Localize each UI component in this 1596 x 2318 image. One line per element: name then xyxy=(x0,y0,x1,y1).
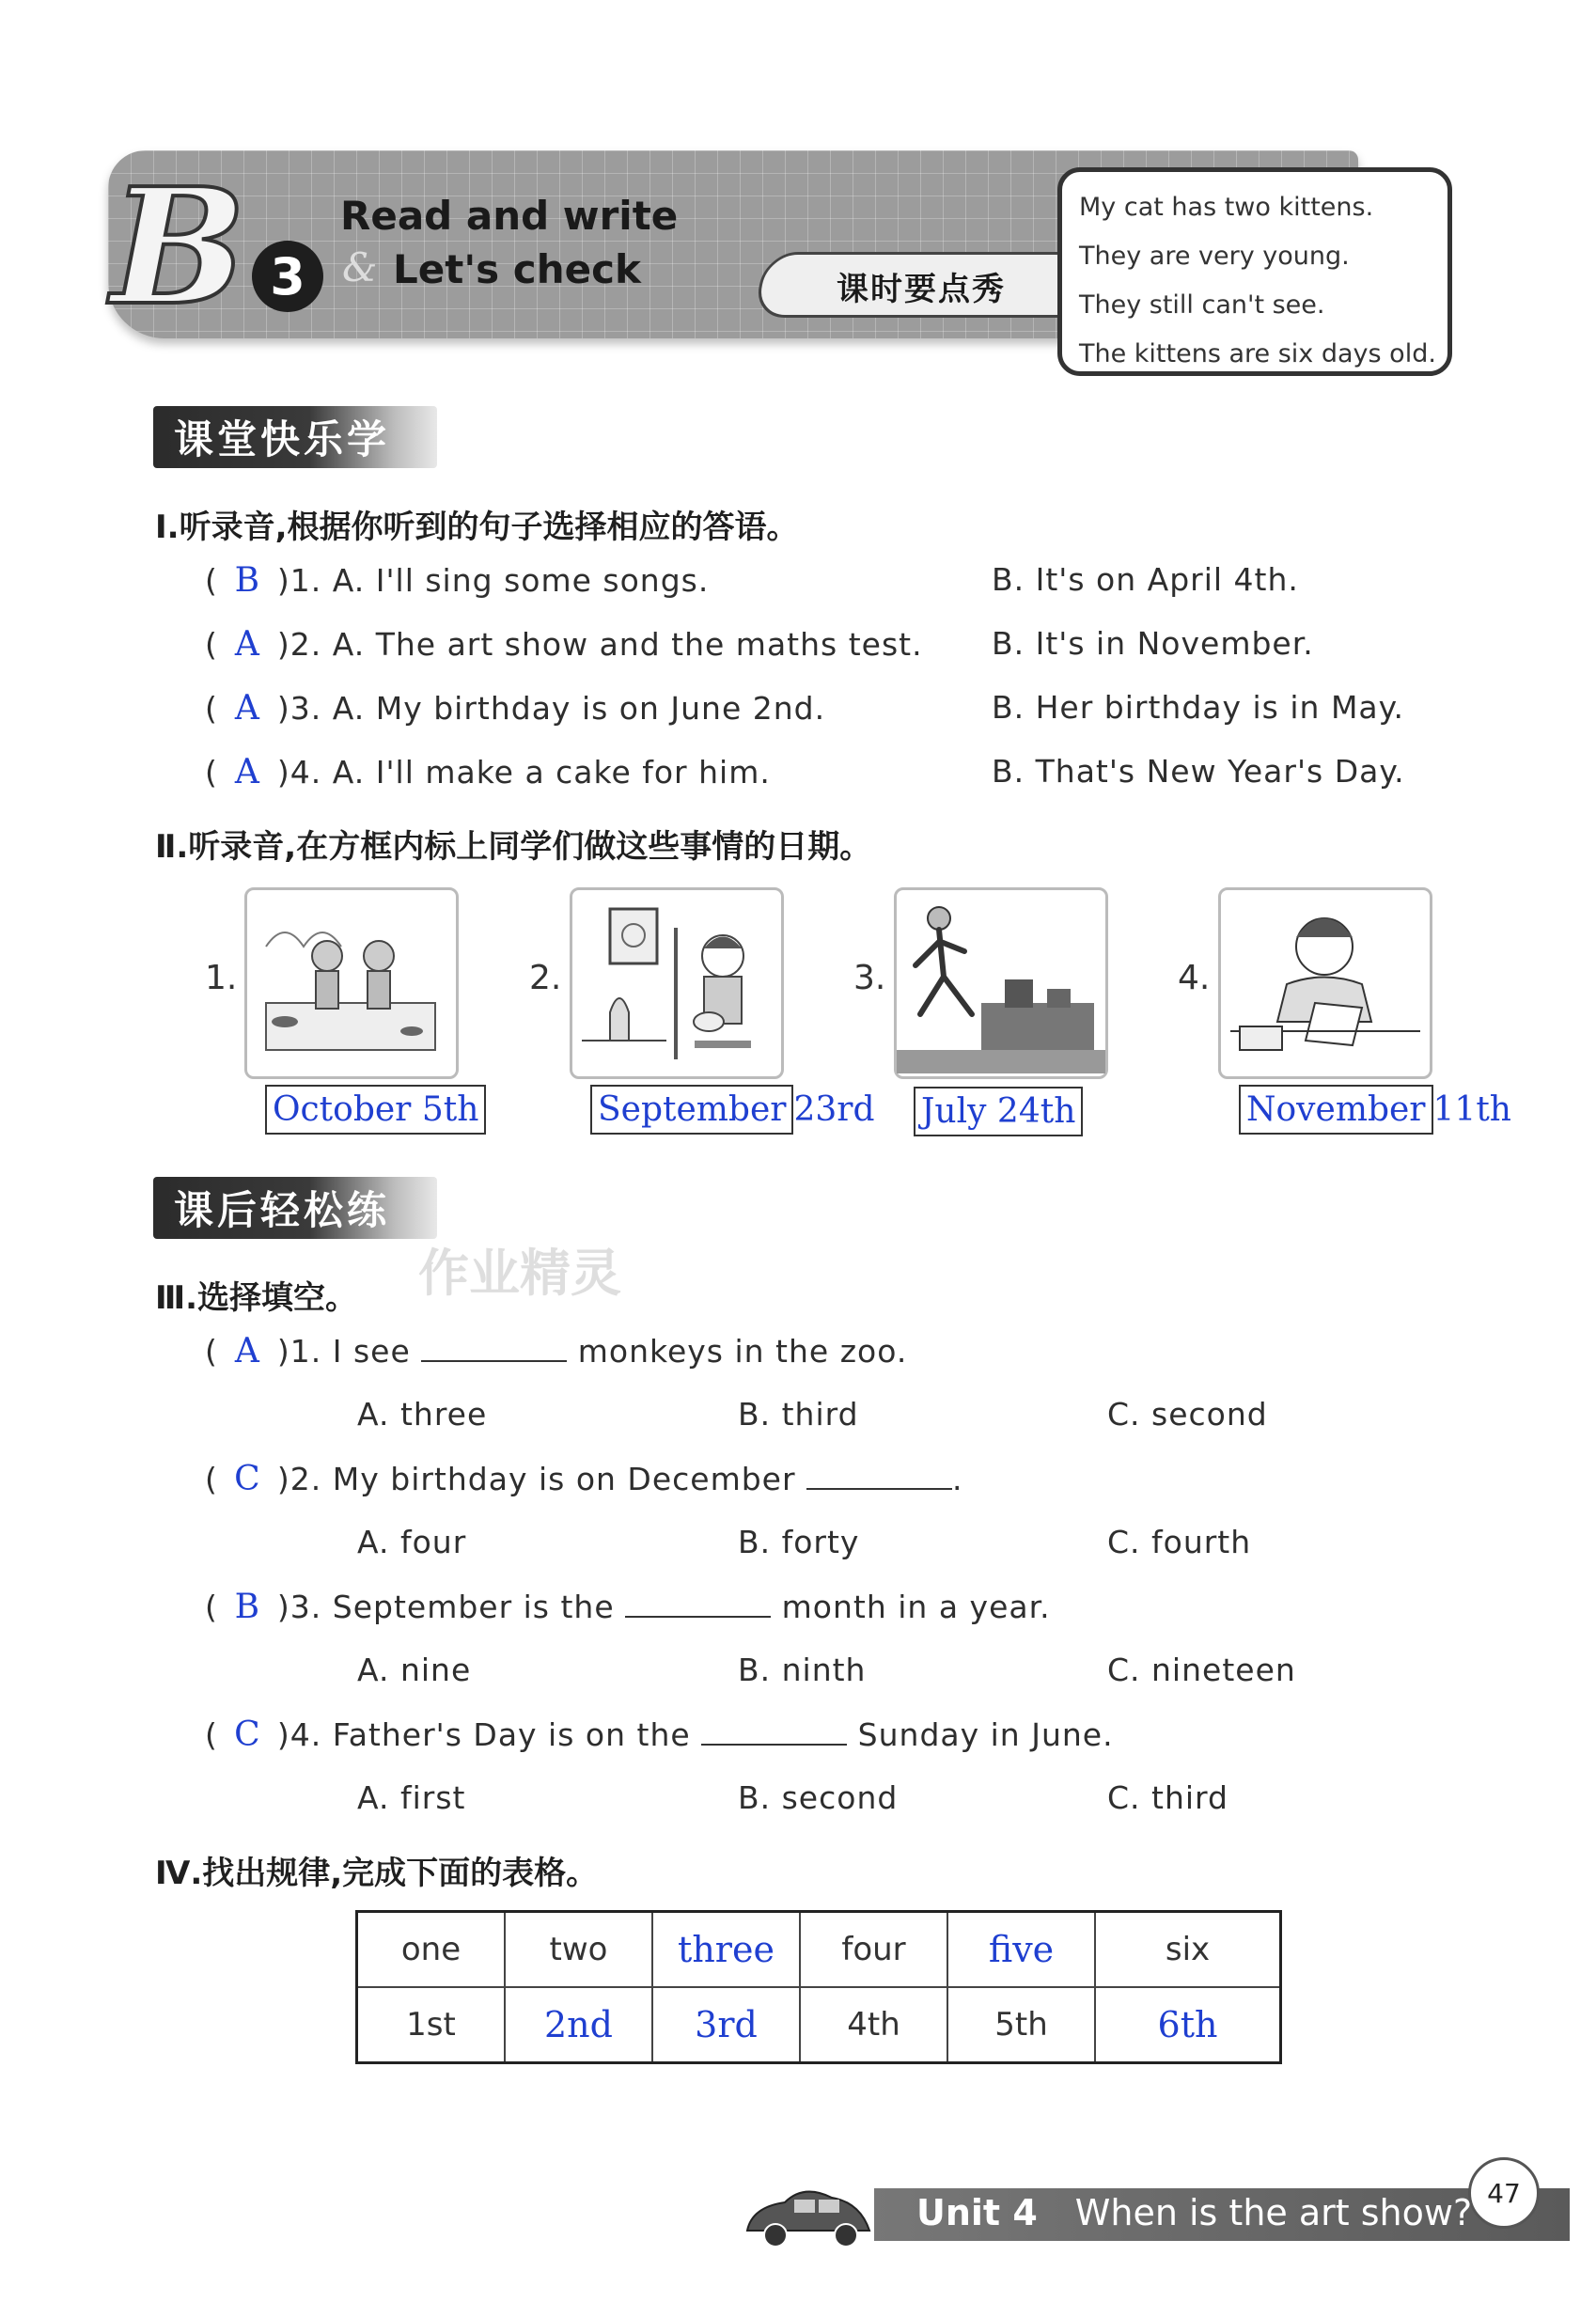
key-points-tag-label: 课时要点秀 xyxy=(837,271,1006,308)
homework-icon xyxy=(1221,890,1430,1076)
table-cell: 1st xyxy=(357,1987,506,2063)
part2-heading: Ⅱ.听录音,在方框内标上同学们做这些事情的日期。 xyxy=(155,828,872,866)
date-answer-4: November 11th xyxy=(1239,1090,1511,1129)
fill-blank xyxy=(625,1588,771,1618)
option-a: A. three xyxy=(357,1396,488,1433)
picture-number: 1. xyxy=(205,959,238,997)
part1-item: ( A )3. A. My birthday is on June 2nd. xyxy=(205,689,826,728)
fill-blank xyxy=(421,1332,567,1362)
ordinal-table xyxy=(355,1910,1282,2064)
option-a: A. nine xyxy=(357,1652,472,1688)
option-a: A. first xyxy=(357,1779,466,1816)
lesson-number-badge: 3 xyxy=(252,241,323,312)
part4-heading: Ⅳ.找出规律,完成下面的表格。 xyxy=(155,1855,599,1892)
part3-item: ( B )3. September is the month in a year. xyxy=(205,1588,1051,1626)
lesson-title-line1: Read and write xyxy=(340,193,679,239)
table-cell-answer: 6th xyxy=(1095,1987,1281,2063)
unit-title: When is the art show? xyxy=(1074,2192,1473,2233)
answer: B xyxy=(234,561,261,600)
answer: C xyxy=(234,1460,261,1498)
painting-picture xyxy=(570,887,784,1079)
answer: A xyxy=(234,1332,260,1370)
option-a: A. four xyxy=(357,1524,467,1560)
homework-picture xyxy=(1218,887,1432,1079)
table-cell-answer: 2nd xyxy=(505,1987,652,2063)
answer: A xyxy=(234,689,260,728)
part3-item: ( A )1. I see monkeys in the zoo. xyxy=(205,1332,908,1370)
date-answer-1: October 5th xyxy=(265,1090,486,1129)
answer: A xyxy=(234,625,260,664)
table-row xyxy=(357,1912,1281,1988)
table-cell: six xyxy=(1095,1912,1281,1988)
part3-item: ( C )2. My birthday is on December . xyxy=(205,1460,963,1498)
option-c: C. fourth xyxy=(1107,1524,1252,1560)
section-title-class: 课堂快乐学 xyxy=(153,406,437,468)
part1-option-b: B. It's on April 4th. xyxy=(992,561,1299,598)
fill-blank xyxy=(701,1715,847,1746)
unit-label: Unit 4 xyxy=(916,2192,1038,2233)
answer: B xyxy=(234,1588,261,1626)
option-c: C. third xyxy=(1107,1779,1228,1816)
answer: C xyxy=(234,1715,261,1754)
part3-item: ( C )4. Father's Day is on the Sunday in June. xyxy=(205,1715,1114,1754)
picture-number: 3. xyxy=(853,959,886,997)
part1-item: ( A )2. A. The art show and the maths test. xyxy=(205,625,923,664)
running-picture xyxy=(894,887,1108,1079)
footer-unit-title xyxy=(916,2192,1472,2233)
part1-option-b: B. Her birthday is in May. xyxy=(992,689,1404,726)
section-letter: B xyxy=(111,153,246,341)
table-row xyxy=(357,1987,1281,2063)
part1-heading: Ⅰ.听录音,根据你听到的句子选择相应的答语。 xyxy=(155,509,799,546)
picture-number: 4. xyxy=(1178,959,1211,997)
date-answer-2: September 23rd xyxy=(590,1090,875,1129)
part1-option-b: B. It's in November. xyxy=(992,625,1314,662)
section-title-practice: 课后轻松练 xyxy=(153,1177,437,1239)
key-point-line: The kittens are six days old. xyxy=(1079,339,1436,368)
title-ampersand: & xyxy=(342,244,378,290)
picnic-icon xyxy=(247,890,456,1076)
fill-blank xyxy=(806,1460,952,1490)
picture-number: 2. xyxy=(529,959,562,997)
table-cell: one xyxy=(357,1912,506,1988)
watermark: 作业精灵 xyxy=(418,1244,621,1303)
part3-heading: Ⅲ.选择填空。 xyxy=(155,1279,358,1317)
option-c: C. nineteen xyxy=(1107,1652,1296,1688)
key-point-line: My cat has two kittens. xyxy=(1079,193,1374,222)
table-cell-answer: five xyxy=(947,1912,1095,1988)
option-b: B. forty xyxy=(738,1524,860,1560)
table-cell: 4th xyxy=(800,1987,947,2063)
option-c: C. second xyxy=(1107,1396,1268,1433)
option-b: B. second xyxy=(738,1779,899,1816)
lesson-title-line2: Let's check xyxy=(393,246,641,292)
table-cell-answer: three xyxy=(652,1912,800,1988)
car-icon xyxy=(738,2179,879,2254)
picnic-picture xyxy=(244,887,459,1079)
part1-option-b: B. That's New Year's Day. xyxy=(992,753,1405,790)
option-b: B. third xyxy=(738,1396,859,1433)
part1-item: ( B )1. A. I'll sing some songs. xyxy=(205,561,710,600)
running-icon xyxy=(897,890,1105,1076)
answer: A xyxy=(234,753,260,791)
table-cell: four xyxy=(800,1912,947,1988)
date-answer-3: July 24th xyxy=(914,1092,1083,1131)
table-cell: two xyxy=(505,1912,652,1988)
part1-item: ( A )4. A. I'll make a cake for him. xyxy=(205,753,771,791)
option-b: B. ninth xyxy=(738,1652,867,1688)
table-cell: 5th xyxy=(947,1987,1095,2063)
key-points-box xyxy=(1057,167,1452,376)
painting-icon xyxy=(572,890,781,1076)
key-point-line: They still can't see. xyxy=(1079,290,1325,320)
page-number: 47 xyxy=(1468,2157,1540,2229)
key-point-line: They are very young. xyxy=(1079,242,1350,271)
table-cell-answer: 3rd xyxy=(652,1987,800,2063)
